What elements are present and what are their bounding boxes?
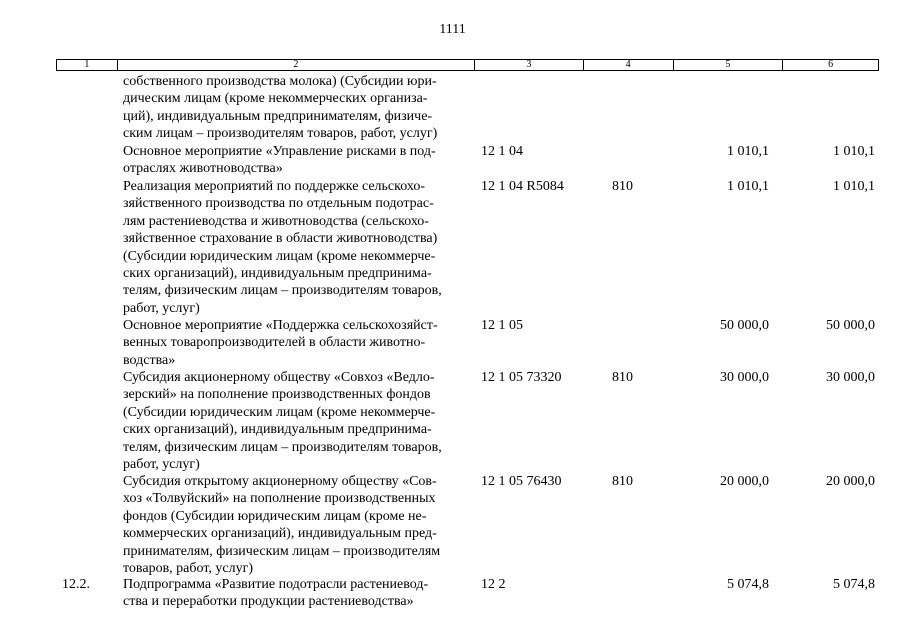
row-name: Основное мероприятие «Управление рисками в под- отраслях животноводства» — [123, 144, 436, 177]
row-amount-col6: 1 010,1 — [833, 144, 875, 159]
row-name: Подпрограмма «Развитие подотрасли растениевод- ства и переработки продукции растениеводства» — [123, 577, 429, 610]
row-amount-col5: 50 000,0 — [720, 318, 769, 333]
table-header — [56, 59, 879, 71]
page-number: 1111 — [439, 22, 466, 37]
row-code: 12 1 04 R5084 — [481, 179, 564, 194]
header-col-5: 5 — [674, 60, 784, 70]
header-col-1: 1 — [57, 60, 118, 70]
header-col-4: 4 — [584, 60, 674, 70]
row-amount-col5: 1 010,1 — [727, 144, 769, 159]
row-number: 12.2. — [62, 577, 90, 592]
row-name: Субсидия акционерному обществу «Совхоз «Ведло- зерский» на пополнение производственных фондов (Субсидии юридическим лицам (кроме некоммерче- ских организаций), индивидуальным предпринима- телям, физическим лицам – производителям товаров, работ, услуг) — [123, 370, 442, 473]
header-col-2: 2 — [118, 60, 475, 70]
row-code: 12 2 — [481, 577, 506, 592]
row-name: Субсидия открытому акционерному обществу «Сов- хоз «Толвуйский» на пополнение производственных фондов (Субсидии юридическим лицам (кроме не- коммерческих организаций), индивидуальным пред- принимателям, физическим лицам – производителям товаров, работ, услуг) — [123, 474, 441, 577]
header-col-3: 3 — [475, 60, 584, 70]
row-amount-col5: 30 000,0 — [720, 370, 769, 385]
row-code: 12 1 05 76430 — [481, 474, 562, 489]
row-amount-col5: 1 010,1 — [727, 179, 769, 194]
row-amount-col6: 1 010,1 — [833, 179, 875, 194]
header-col-6: 6 — [828, 59, 834, 70]
row-expense-type: 810 — [612, 179, 633, 194]
row-amount-col6: 20 000,0 — [826, 474, 875, 489]
row-code: 12 1 04 — [481, 144, 523, 159]
row-amount-col6: 50 000,0 — [826, 318, 875, 333]
row-name: собственного производства молока) (Субсидии юри- дическим лицам (кроме некоммерческих организа- ций), индивидуальным предпринимателям, физиче- ским лицам – производителям товаров, работ, услуг) — [123, 74, 438, 142]
row-expense-type: 810 — [612, 474, 633, 489]
row-amount-col6: 30 000,0 — [826, 370, 875, 385]
row-amount-col5: 20 000,0 — [720, 474, 769, 489]
row-expense-type: 810 — [612, 370, 633, 385]
row-code: 12 1 05 — [481, 318, 523, 333]
row-amount-col6: 5 074,8 — [833, 577, 875, 592]
row-name: Основное мероприятие «Поддержка сельскохозяйст- венных товаропроизводителей в области животно- водства» — [123, 318, 438, 368]
row-code: 12 1 05 73320 — [481, 370, 562, 385]
row-amount-col5: 5 074,8 — [727, 577, 769, 592]
row-name: Реализация мероприятий по поддержке сельскохо- зяйственного производства по отдельным подотрас- лям растениеводства и животноводства (сельскохо- зяйственное страхование в области животноводства) (Субсидии юридическим лицам (кроме некоммерче- ских организаций), индивидуальным предпринима- телям, физическим лицам – производителям товаров, работ, услуг) — [123, 179, 442, 316]
